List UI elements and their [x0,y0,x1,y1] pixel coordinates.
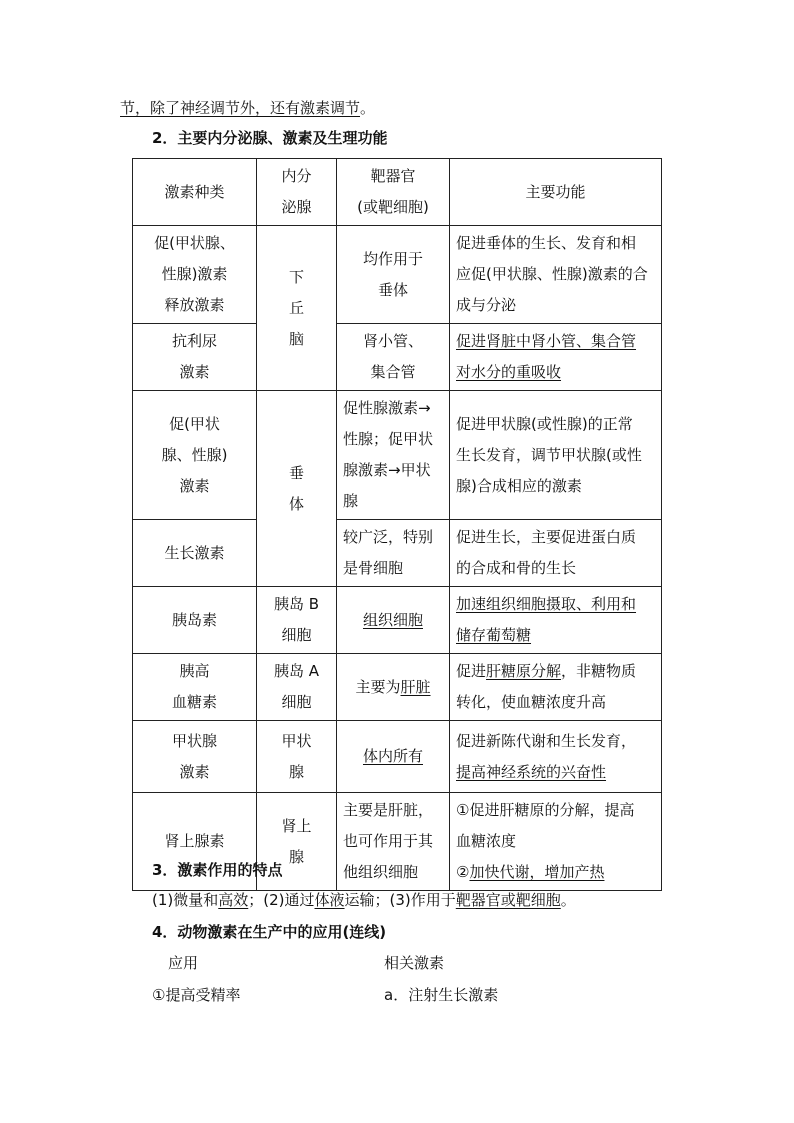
table-row [133,520,662,587]
section3-heading: 3．激素作用的特点 [152,861,283,879]
header-hormone: 激素种类 [133,159,257,226]
section2-heading: 2．主要内分泌腺、激素及生理功能 [152,129,388,147]
header-gland: 内分 泌腺 [257,159,337,226]
section4-item-left: ①提高受精率 [152,986,241,1004]
function-thyroxine: 促进新陈代谢和生长发育， 提高神经系统的兴奋性 [450,721,662,793]
gland-adrenal: 肾上 腺 [257,793,337,891]
hormone-thyroxine: 甲状腺 激素 [133,721,257,793]
section3-paragraph: (1)微量和高效；(2)通过体液运输；(3)作用于靶器官或靶细胞。 [152,891,576,909]
hormone-gh: 生长激素 [133,520,257,587]
function-insulin: 加速组织细胞摄取、利用和 储存葡萄糖 [450,587,662,654]
hormone-trh: 促(甲状腺、 性腺)激素 释放激素 [133,226,257,324]
section4-item-right: a．注射生长激素 [384,986,499,1004]
header-target: 靶器官 (或靶细胞) [337,159,450,226]
table-header-row [133,159,662,226]
table-row [133,324,662,391]
gland-insulin: 胰岛 B 细胞 [257,587,337,654]
target-insulin: 组织细胞 [337,587,450,654]
gland-glucagon: 胰岛 A 细胞 [257,654,337,721]
target-gh: 较广泛，特别 是骨细胞 [337,520,450,587]
intro-line [120,98,375,118]
intro-underlined-text: 节，除了神经调节外，还有激素调节 [120,99,361,117]
function-adh: 促进肾脏中肾小管、集合管 对水分的重吸收 [450,324,662,391]
intro-tail: 。 [360,99,376,117]
section4-heading: 4．动物激素在生产中的应用(连线) [152,923,387,941]
section4-col-right-label: 相关激素 [384,954,445,972]
table-row [133,226,662,324]
gland-thyroid: 甲状 腺 [257,721,337,793]
function-adrenaline: ①促进肝糖原的分解，提高 血糖浓度 ②加快代谢，增加产热 [450,793,662,891]
gland-pituitary: 垂 体 [257,391,337,587]
function-tsh: 促进甲状腺(或性腺)的正常 生长发育，调节甲状腺(或性 腺)合成相应的激素 [450,391,662,520]
target-glucagon: 主要为肝脏 [337,654,450,721]
function-trh: 促进垂体的生长、发育和相 应促(甲状腺、性腺)激素的合 成与分泌 [450,226,662,324]
hormone-insulin: 胰岛素 [133,587,257,654]
hormone-adh: 抗利尿 激素 [133,324,257,391]
table-row [133,721,662,793]
table-row [133,391,662,520]
target-adh: 肾小管、 集合管 [337,324,450,391]
hormone-tsh: 促(甲状 腺、性腺) 激素 [133,391,257,520]
function-glucagon: 促进肝糖原分解，非糖物质 转化，使血糖浓度升高 [450,654,662,721]
target-tsh: 促性腺激素→ 性腺；促甲状 腺激素→甲状 腺 [337,391,450,520]
section4-col-left-label: 应用 [168,954,199,972]
table-row [133,587,662,654]
hormone-adrenaline: 肾上腺素 [133,793,257,891]
hormone-table [132,158,662,891]
target-thyroxine: 体内所有 [337,721,450,793]
target-trh: 均作用于 垂体 [337,226,450,324]
target-adrenaline: 主要是肝脏， 也可作用于其 他组织细胞 [337,793,450,891]
function-gh: 促进生长，主要促进蛋白质 的合成和骨的生长 [450,520,662,587]
table-row [133,654,662,721]
header-function: 主要功能 [450,159,662,226]
gland-hypothalamus: 下 丘 脑 [257,226,337,391]
hormone-glucagon: 胰高 血糖素 [133,654,257,721]
